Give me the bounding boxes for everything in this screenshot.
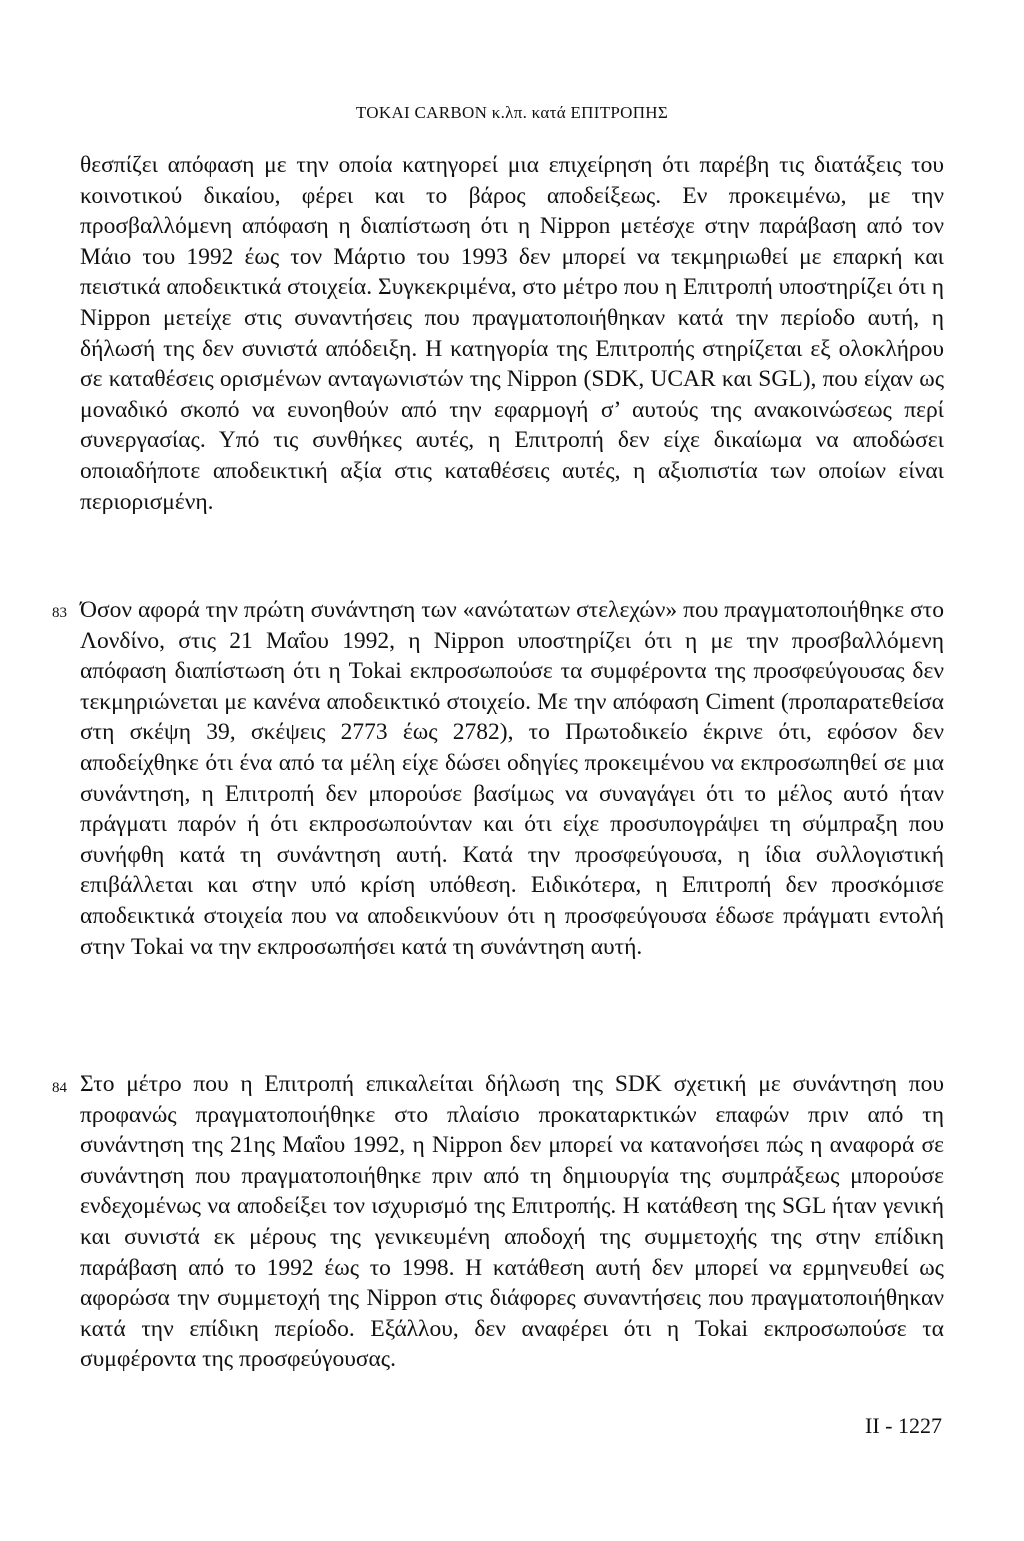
paragraph-continued: θεσπίζει απόφαση με την οποία κατηγορεί μια επιχείρηση ότι παρέβη τις διατάξεις του κοινοτικού δικαίου, φέρει και το βάρος αποδείξεως. Εν προκειμένω, με την προσβαλλόμενη απόφαση η διαπίστωση ότι η Nippon μετέσχε στην παράβαση από τον Μάιο του 1992 έως τον Μάρτιο του 1993 δεν μπορεί να τεκμηριωθεί με επαρκή και πειστικά αποδεικτικά στοιχεία. Συγκεκριμένα, στο μέτρο που η Επιτροπή υποστηρίζει ότι η Nippon μετείχε στις συναντήσεις που πραγματοποιήθηκαν κατά την περίοδο αυτή, η δήλωσή της δεν συνιστά απόδειξη. Η κατηγορία της Επιτροπής στηρίζεται εξ ολοκλήρου σε καταθέσεις ορισμένων ανταγωνιστών της Nippon (SDK, UCAR και SGL), που είχαν ως μοναδικό σκοπό να ευνοηθούν από την εφαρμογή σ’ αυτούς της ανακοινώσεως περί συνεργασίας. Υπό τις συνθήκες αυτές, η Επιτροπή δεν είχε δικαίωμα να αποδώσει οποιαδήποτε αποδεικτική αξία στις καταθέσεις αυτές, η αξιοπιστία των οποίων είναι περιορισμένη. [80, 152, 944, 515]
paragraph-number-84: 84 [52, 1080, 67, 1096]
page-number: II - 1227 [865, 1413, 942, 1438]
paragraph-number-83: 83 [52, 605, 67, 621]
paragraph-83: Όσον αφορά την πρώτη συνάντηση των «ανώτατων στελεχών» που πραγματοποιήθηκε στο Λονδίνο, στις 21 Μαΐου 1992, η Nippon υποστηρίζει ότι η με την προσβαλλόμενη απόφαση διαπίστωση ότι η Tokai εκπροσωπούσε τα συμφέροντα της προσφεύγουσας δεν τεκμηριώνεται με κανένα αποδεικτικό στοιχείο. Με την απόφαση Ciment (προπαρατεθείσα στη σκέψη 39, σκέψεις 2773 έως 2782), το Πρωτοδικείο έκρινε ότι, εφόσον δεν αποδείχθηκε ότι ένα από τα μέλη είχε δώσει οδηγίες προκειμένου να εκπροσωπηθεί σε μια συνάντηση, η Επιτροπή δεν μπορούσε βασίμως να συναγάγει ότι το μέλος αυτό ήταν πράγματι παρόν ή ότι εκπροσωπούνταν και ότι είχε προσυπογράψει τη σύμπραξη που συνήφθη κατά τη συνάντηση αυτή. Κατά την προσφεύγουσα, η ίδια συλλογιστική επιβάλλεται και στην υπό κρίση υπόθεση. Ειδικότερα, η Επιτροπή δεν προσκόμισε αποδεικτικά στοιχεία που να αποδεικνύουν ότι η προσφεύγουσα έδωσε πράγματι εντολή στην Tokai να την εκπροσωπήσει κατά τη συνάντηση αυτή. [80, 597, 944, 960]
paragraph-84: Στο μέτρο που η Επιτροπή επικαλείται δήλωση της SDK σχετική με συνάντηση που προφανώς πραγματοποιήθηκε στο πλαίσιο προκαταρκτικών επαφών πριν από τη συνάντηση της 21ης Μαΐου 1992, η Nippon δεν μπορεί να κατανοήσει πώς η αναφορά σε συνάντηση που πραγματοποιήθηκε πριν από τη δημιουργία της συμπράξεως μπορούσε ενδεχομένως να αποδείξει τον ισχυρισμό της Επιτροπής. Η κατάθεση της SGL ήταν γενική και συνιστά εκ μέρους της γενικευμένη αποδοχή της συμμετοχής της στην επίδικη παράβαση από το 1992 έως το 1998. Η κατάθεση αυτή δεν μπορεί να ερμηνευθεί ως αφορώσα την συμμετοχή της Nippon στις διάφορες συναντήσεις που πραγματοποιήθηκαν κατά την επίδικη περίοδο. Εξάλλου, δεν αναφέρει ότι η Tokai εκπροσωπούσε τα συμφέροντα της προσφεύγουσας. [80, 1071, 944, 1373]
running-header: TOKAI CARBON κ.λπ. κατά ΕΠΙΤΡΟΠΗΣ [355, 103, 669, 122]
